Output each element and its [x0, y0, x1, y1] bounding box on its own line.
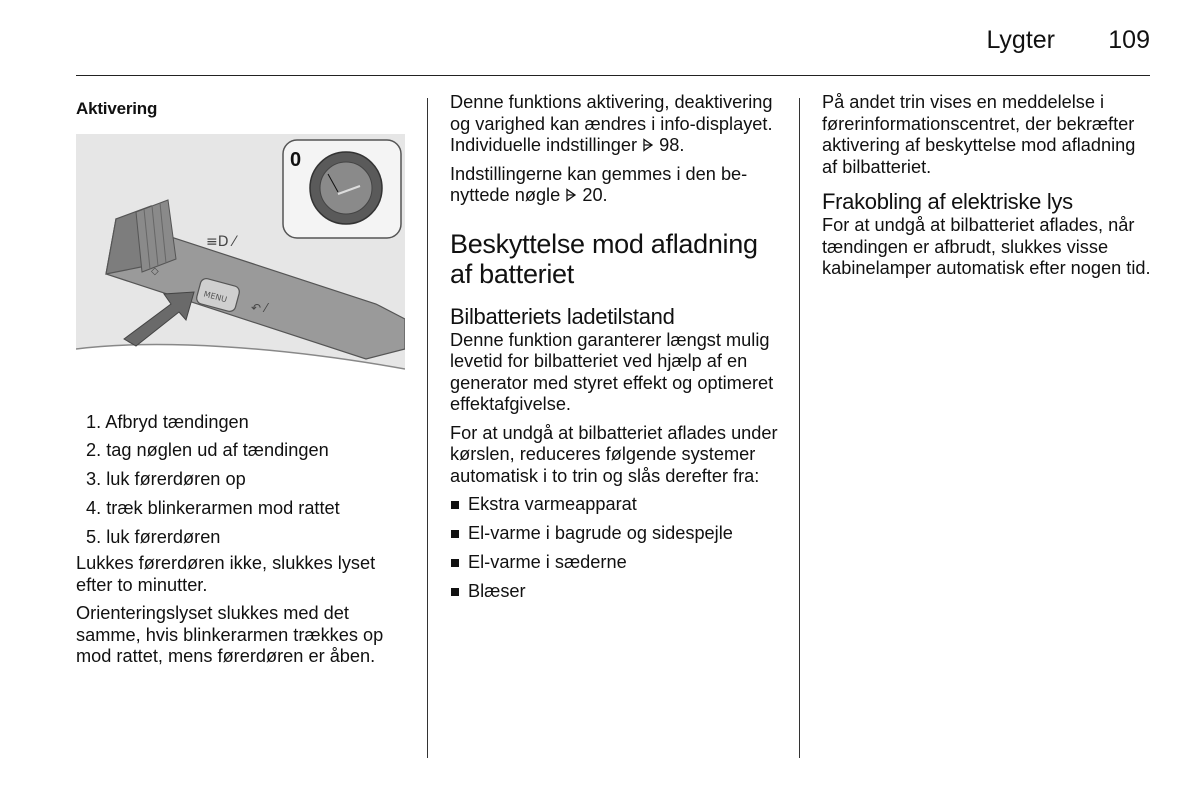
list-item: 4. træk blinkerarmen mod rattet: [86, 497, 340, 518]
lever-illustration: [76, 134, 405, 398]
column-divider-1: [427, 98, 428, 758]
list-item-text: Ekstra varmeapparat: [468, 494, 637, 514]
cross-reference-icon: [565, 188, 577, 202]
section-heading-aktivering: Aktivering: [76, 99, 158, 118]
paragraph: Denne funktion garanterer længst mulig levetid for bilbatteriet ved hjælp af en generator med styret effekt og optimeret effektafgivelse.: [450, 329, 774, 414]
list-item: [450, 494, 780, 516]
list-item: 5. luk førerdøren: [86, 526, 221, 547]
svg-text:◇: ◇: [151, 265, 159, 277]
header-rule: [76, 75, 1150, 76]
list-item: 2. tag nøglen ud af tændingen: [86, 440, 329, 461]
page-number: 109: [1108, 26, 1150, 54]
paragraph: [450, 92, 780, 157]
paragraph-text: Denne funktions aktivering, deaktivering og varighed kan ændres i info-displayet. Individuelle indstillinger: [450, 92, 773, 155]
bullet-icon: [451, 559, 459, 567]
cross-reference-link[interactable]: 20.: [582, 185, 608, 205]
paragraph: For at undgå at bilbatteriet aflades, når tændingen er afbrudt, slukkes visse kabinelamper automatisk efter nogen tid.: [822, 215, 1151, 278]
section-heading-battery-protection: Beskyttelse mod afladning af batteriet: [450, 228, 758, 289]
cross-reference-icon: [642, 138, 654, 152]
list-item: [450, 552, 780, 574]
bullet-list: [450, 494, 780, 603]
paragraph: På andet trin vises en meddelelse i førerinformationscentret, der bekræfter aktivering af beskyttelse mod afladning af bilbatteriet.: [822, 92, 1136, 177]
paragraph-text: Indstillingerne kan gemmes i den benyttede nøgle: [450, 163, 748, 205]
key-position-label: 0: [290, 148, 302, 171]
column-1: [76, 92, 411, 675]
paragraph: Orienteringslyset slukkes med det samme, hvis blinkerarmen trækkes op mod rattet, mens førerdøren er åben.: [76, 603, 384, 667]
steps-list: [76, 412, 411, 549]
paragraph: [450, 164, 780, 207]
section-title: Lygter: [986, 26, 1055, 54]
svg-text:↶ ⁄: ↶ ⁄: [251, 300, 267, 315]
subsection-heading-charge-state: Bilbatteriets ladetilstand: [450, 303, 675, 329]
bullet-icon: [451, 588, 459, 596]
cross-reference-link[interactable]: 98.: [659, 135, 685, 155]
list-item: 1. Afbryd tændingen: [86, 411, 249, 432]
column-2: [450, 92, 780, 610]
list-item-text: El-varme i sæderne: [468, 552, 627, 572]
list-item: 3. luk førerdøren op: [86, 469, 246, 490]
column-divider-2: [799, 98, 800, 758]
subsection-heading-lights-disconnect: Frakobling af elektriske lys: [822, 189, 1073, 214]
column-3: [822, 92, 1152, 287]
lever-drawing: [76, 134, 405, 398]
bullet-icon: [451, 530, 459, 538]
svg-text:≡D ⁄: ≡D ⁄: [206, 233, 236, 250]
list-item: [450, 581, 780, 603]
page-header: [0, 0, 1200, 80]
paragraph: For at undgå at bilbatteriet aflades under kørslen, reduceres følgende systemer automatisk i to trin og slås derefter fra:: [450, 422, 778, 486]
menu-button-label: MENU: [202, 288, 228, 304]
list-item: [450, 523, 780, 545]
bullet-icon: [451, 501, 459, 509]
paragraph: Lukkes førerdøren ikke, slukkes lyset efter to minutter.: [76, 553, 376, 595]
list-item-text: Blæser: [468, 581, 526, 601]
list-item-text: El-varme i bagrude og sidespejle: [468, 523, 733, 543]
